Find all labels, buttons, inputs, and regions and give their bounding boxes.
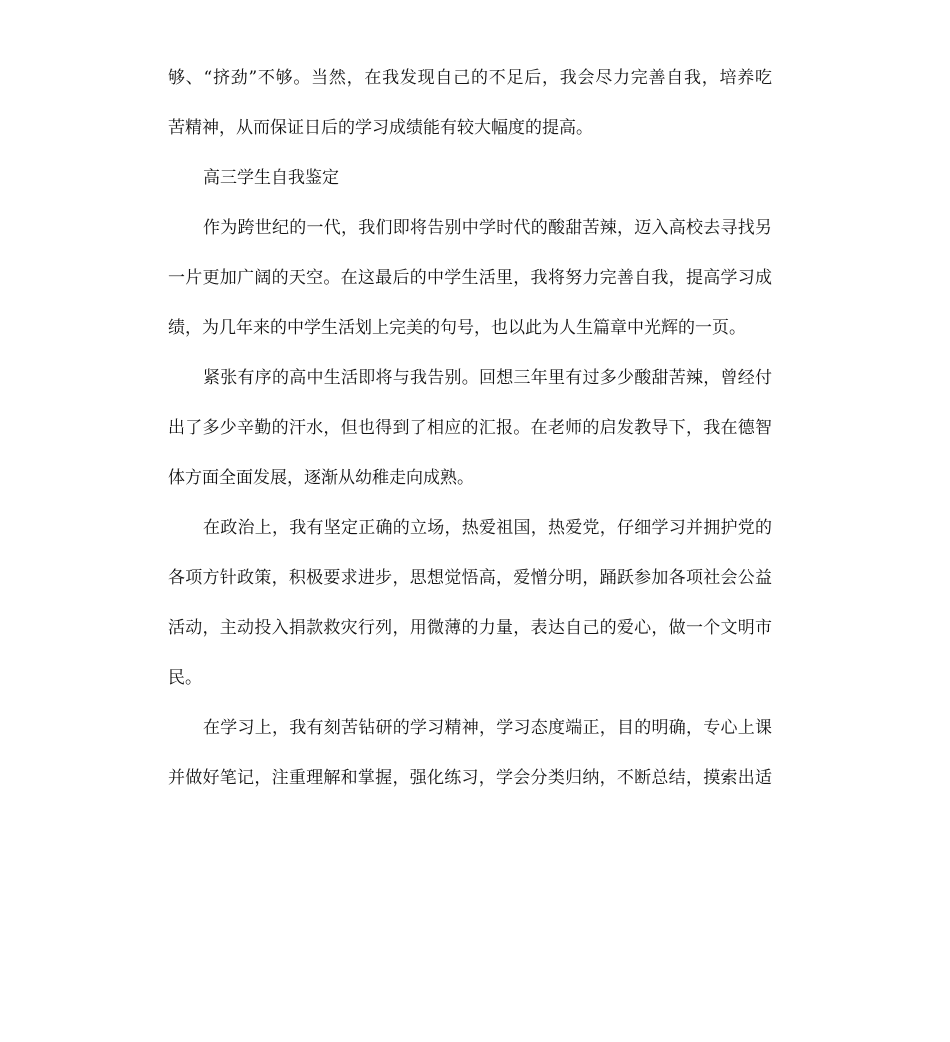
- paragraph-line: 紧张有序的高中生活即将与我告别。回想三年里有过多少酸甜苦辣，曾经付: [203, 368, 772, 388]
- paragraph-line: 苦精神，从而保证日后的学习成绩能有较大幅度的提高。: [168, 118, 593, 138]
- paragraph-line: 体方面全面发展，逐渐从幼稚走向成熟。: [168, 468, 474, 488]
- paragraph-line: 在政治上，我有坚定正确的立场，热爱祖国，热爱党，仔细学习并拥护党的: [203, 518, 772, 538]
- paragraph-line: 各项方针政策，积极要求进步，思想觉悟高，爱憎分明，踊跃参加各项社会公益: [168, 568, 772, 588]
- section-heading: 高三学生自我鉴定: [203, 168, 339, 188]
- paragraph-line: 活动，主动投入捐款救灾行列，用微薄的力量，表达自己的爱心，做一个文明市: [168, 618, 772, 638]
- paragraph-line: 并做好笔记，注重理解和掌握，强化练习，学会分类归纳，不断总结，摸索出适: [168, 768, 772, 788]
- paragraph-line: 作为跨世纪的一代，我们即将告别中学时代的酸甜苦辣，迈入高校去寻找另: [203, 218, 772, 238]
- paragraph-line: 一片更加广阔的天空。在这最后的中学生活里，我将努力完善自我，提高学习成: [168, 268, 772, 288]
- paragraph-line: 在学习上，我有刻苦钻研的学习精神，学习态度端正，目的明确，专心上课: [203, 718, 772, 738]
- paragraph-line: 绩，为几年来的中学生活划上完美的句号，也以此为人生篇章中光辉的一页。: [168, 318, 746, 338]
- paragraph-line: 民。: [168, 668, 202, 688]
- paragraph-line: 出了多少辛勤的汗水，但也得到了相应的汇报。在老师的启发教导下，我在德智: [168, 418, 772, 438]
- paragraph-line: 够、“挤劲”不够。当然，在我发现自己的不足后，我会尽力完善自我，培养吃: [168, 68, 772, 88]
